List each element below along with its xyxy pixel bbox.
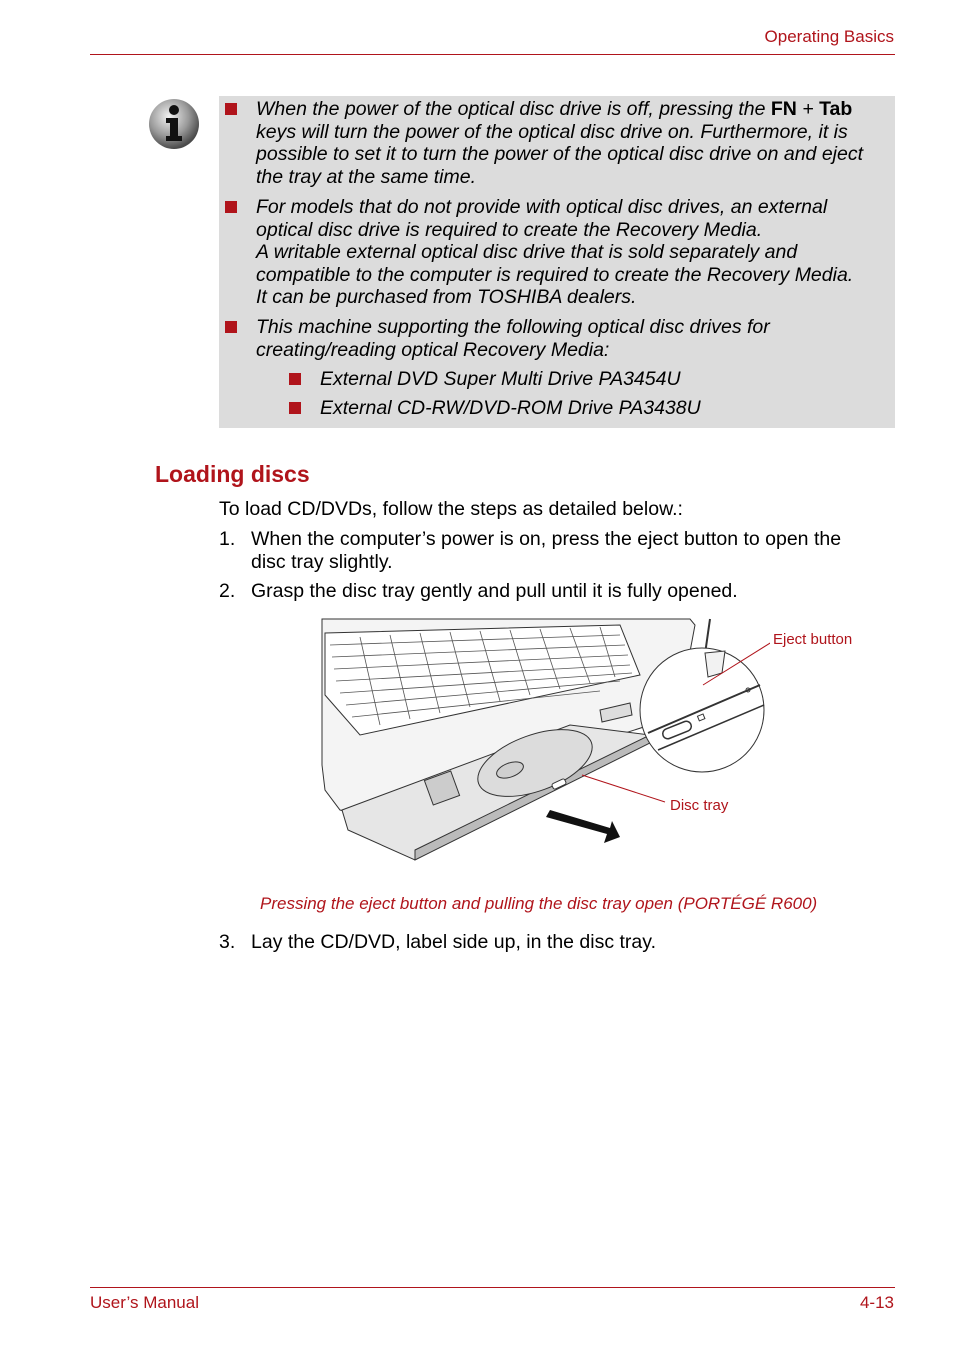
note-item-3: This machine supporting the following optical disc drives for creating/reading optical Recovery Media: xyxy=(256,316,770,361)
figure-caption: Pressing the eject button and pulling the disc tray open (PORTÉGÉ R600) xyxy=(260,894,818,913)
bullet-marker xyxy=(225,321,237,333)
note-item-2: For models that do not provide with optical disc drives, an external optical disc drive is required to create the Recovery Media. A writable external optical disc drive that is sold separately and compatible to the computer is required to create the Recovery Media. It can be purchased from TOSHIBA dealers. xyxy=(256,196,854,309)
note-item-1: When the power of the optical disc drive is off, pressing the FN + Tab keys will turn the power of the optical disc drive on. Furthermore, it is possible to set it to turn the power of the optical disc drive on and eject the tray at the same time. xyxy=(256,98,864,188)
footer-rule xyxy=(90,1287,895,1288)
page-number: 4-13 xyxy=(859,1293,894,1312)
laptop-disc-tray-illustration xyxy=(320,615,770,865)
header-rule xyxy=(90,54,895,55)
key-fn: FN xyxy=(770,98,797,120)
step-number: 3. xyxy=(219,931,236,953)
sub-bullet-marker xyxy=(289,373,301,385)
callout-eject-button: Eject button xyxy=(773,631,853,648)
sub-item-2: External CD-RW/DVD-ROM Drive PA3438U xyxy=(320,397,701,419)
info-icon xyxy=(147,97,201,151)
callout-disc-tray: Disc tray xyxy=(670,797,729,814)
key-tab: Tab xyxy=(819,98,853,120)
footer-manual-title: User’s Manual xyxy=(90,1293,199,1312)
step-number: 1. xyxy=(219,528,236,550)
bullet-marker xyxy=(225,201,237,213)
section-title: Loading discs xyxy=(155,461,310,487)
running-header: Operating Basics xyxy=(764,27,894,46)
step-3-text: Lay the CD/DVD, label side up, in the disc tray. xyxy=(251,931,656,953)
sub-item-1: External DVD Super Multi Drive PA3454U xyxy=(320,368,681,390)
step-2-text: Grasp the disc tray gently and pull until it is fully opened. xyxy=(251,580,738,602)
step-number: 2. xyxy=(219,580,236,602)
bullet-marker xyxy=(225,103,237,115)
step-1-text: When the computer’s power is on, press the eject button to open the disc tray slightly. xyxy=(251,528,842,573)
intro-text: To load CD/DVDs, follow the steps as detailed below.: xyxy=(219,498,683,520)
sub-bullet-marker xyxy=(289,402,301,414)
